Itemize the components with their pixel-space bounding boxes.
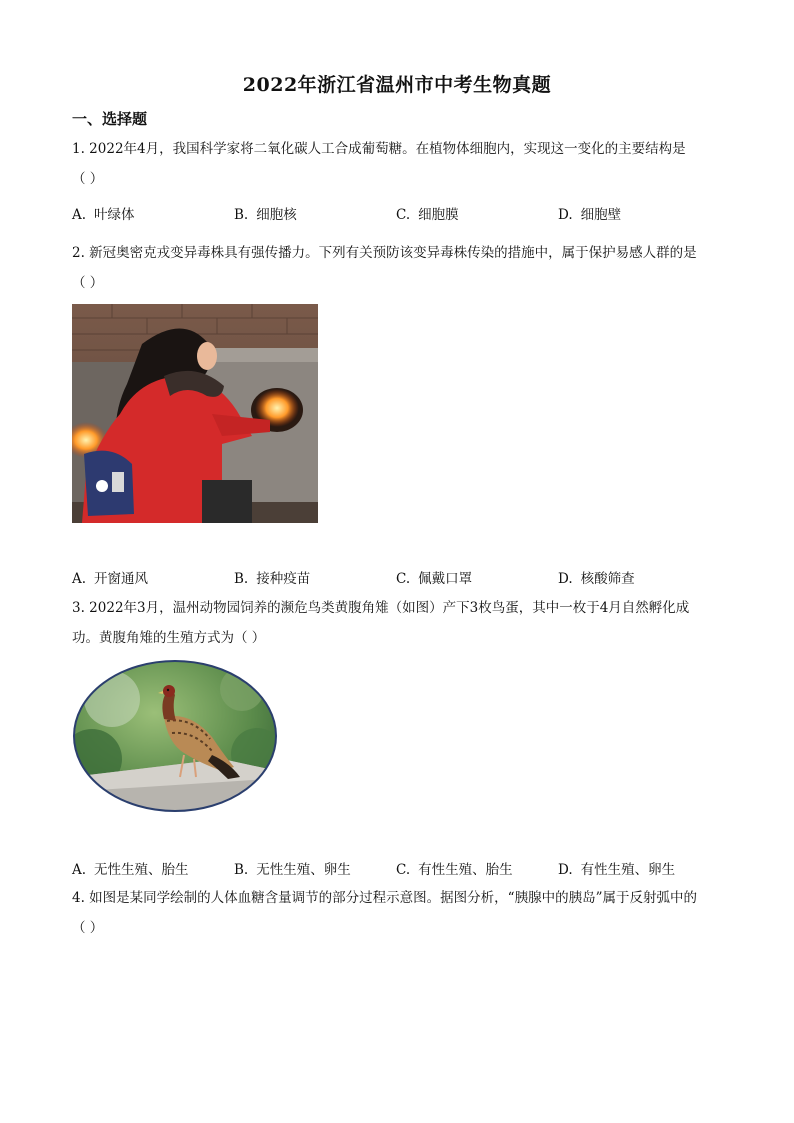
- pheasant-illustration: [72, 659, 278, 813]
- girl-at-stove-illustration: [72, 304, 318, 523]
- option-d: D. 细胞壁: [558, 207, 622, 223]
- girl-at-stove-photo: [72, 304, 318, 523]
- question-3-line2: 功。黄腹角雉的生殖方式为（ ）: [72, 630, 266, 646]
- question-2-options: [72, 567, 722, 587]
- question-2: [72, 238, 732, 298]
- option-c: C. 细胞膜: [396, 207, 459, 223]
- option-d: D. 有性生殖、卵生: [558, 862, 676, 878]
- question-4: [72, 883, 732, 943]
- section-heading: 一、选择题: [72, 110, 148, 128]
- page-title: 2022年浙江省温州市中考生物真题: [242, 74, 552, 96]
- question-3-options: [72, 858, 722, 878]
- option-c: C. 有性生殖、胎生: [396, 862, 513, 878]
- option-c: C. 佩戴口罩: [396, 571, 473, 587]
- question-3: [72, 593, 732, 653]
- option-a: A. 叶绿体: [72, 207, 135, 223]
- option-a: A. 无性生殖、胎生: [72, 862, 189, 878]
- pheasant-photo: [72, 659, 278, 813]
- question-4-line1: 4. 如图是某同学绘制的人体血糖含量调节的部分过程示意图。据图分析，“胰腺中的胰岛”属于反射弧中的: [72, 890, 697, 906]
- question-1-options: [72, 203, 722, 223]
- option-d: D. 核酸筛查: [558, 571, 635, 587]
- question-3-line1: 3. 2022年3月，温州动物园饲养的濒危鸟类黄腹角雉（如图）产下3枚鸟蛋，其中一枚于4月自然孵化成: [72, 600, 690, 616]
- option-b: B. 细胞核: [234, 207, 297, 223]
- question-4-line2: （ ）: [72, 920, 104, 936]
- question-1-line1: 1. 2022年4月，我国科学家将二氧化碳人工合成葡萄糖。在植物体细胞内，实现这一变化的主要结构是: [72, 141, 686, 157]
- option-b: B. 接种疫苗: [234, 571, 311, 587]
- question-1: [72, 134, 732, 194]
- question-1-line2: （ ）: [72, 171, 104, 187]
- question-2-line2: （ ）: [72, 275, 104, 291]
- question-2-line1: 2. 新冠奥密克戎变异毒株具有强传播力。下列有关预防该变异毒株传染的措施中，属于保护易感人群的是: [72, 245, 697, 261]
- option-a: A. 开窗通风: [72, 571, 149, 587]
- option-b: B. 无性生殖、卵生: [234, 862, 351, 878]
